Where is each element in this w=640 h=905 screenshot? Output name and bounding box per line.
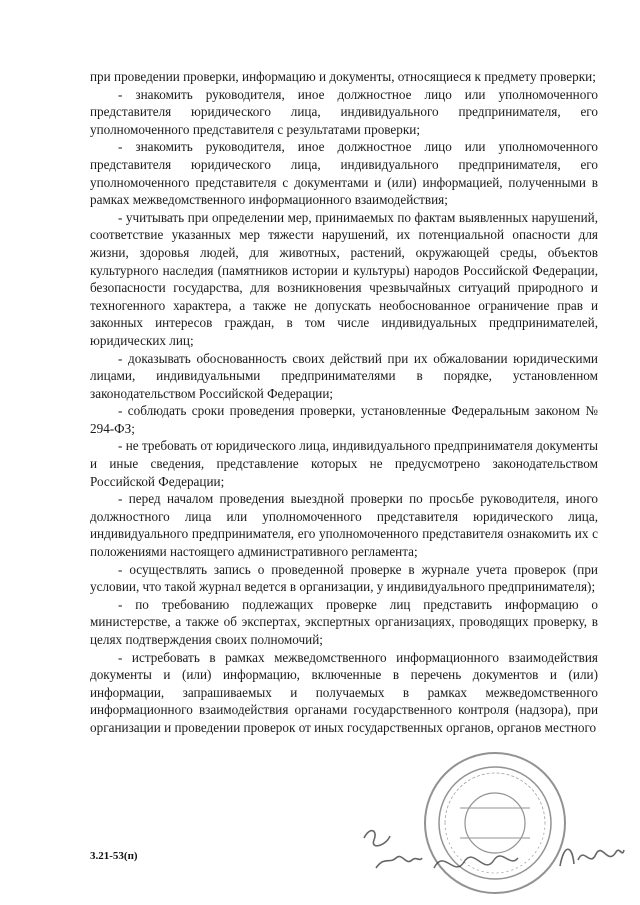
paragraph-10: - по требованию подлежащих проверке лиц представить информацию о министерстве, а также об экспертах, экспертных организациях, проводящих проверку, в целях подтверждения своих полномочий;	[90, 596, 598, 647]
paragraph-6: - соблюдать сроки проведения проверки, установленные Федеральным законом № 294-ФЗ;	[90, 403, 598, 436]
paragraph-2: - знакомить руководителя, иное должностное лицо или уполномоченного представителя юридического лица, индивидуального предпринимателя, его уполномоченного представителя с результатами проверки;	[90, 86, 598, 137]
handwritten-signature-right	[556, 830, 626, 880]
paragraph-1: при проведении проверки, информацию и документы, относящиеся к предмету проверки;	[90, 69, 596, 84]
document-code: 3.21-53(п)	[90, 850, 138, 862]
paragraph-5: - доказывать обоснованность своих действий при их обжаловании юридическими лицами, индивидуальными предпринимателями в порядке, установленном законодательством Российской Федерации;	[90, 350, 598, 401]
handwritten-signature-left	[356, 818, 426, 888]
paragraph-3: - знакомить руководителя, иное должностное лицо или уполномоченного представителя юридического лица, индивидуального предпринимателя, его уполномоченного представителя с документами и (или) информацией, полученными в рамках межведомственного информационного взаимодействия;	[90, 139, 598, 208]
paragraph-11: - истребовать в рамках межведомственного информационного взаимодействия документы и (или) информацию, включенные в перечень документов и (или) информации, запрашиваемых и получаемых в рамках межведомственного информационного взаимодействия органами государственного контроля (надзора), при организации и проведении проверок от иных государственных органов, органов местного	[90, 649, 598, 735]
document-body	[90, 68, 598, 737]
handwritten-signature-middle	[430, 838, 520, 888]
paragraph-4: - учитывать при определении мер, принимаемых по фактам выявленных нарушений, соответствие указанных мер тяжести нарушений, их потенциальной опасности для жизни, здоровья людей, для животных, растений, окружающей среды, объектов культурного наследия (памятников истории и культуры) народов Российской Федерации, безопасности государства, для возникновения чрезвычайных ситуаций природного и техногенного характера, а также не допускать необоснованное ограничение прав и законных интересов граждан, в том числе индивидуальных предпринимателей, юридических лиц;	[90, 209, 598, 348]
paragraph-7: - не требовать от юридического лица, индивидуального предпринимателя документы и иные сведения, представление которых не предусмотрено законодательством Российской Федерации;	[90, 438, 598, 489]
paragraph-9: - осуществлять запись о проведенной проверке в журнале учета проверок (при условии, что такой журнал ведется в организации, у индивидуального предпринимателя);	[90, 561, 598, 595]
paragraph-8: - перед началом проведения выездной проверки по просьбе руководителя, иного должностного лица или уполномоченного представителя юридического лица, индивидуального предпринимателя, его уполномоченного представителя ознакомить их с положениями настоящего административного регламента;	[90, 491, 598, 560]
